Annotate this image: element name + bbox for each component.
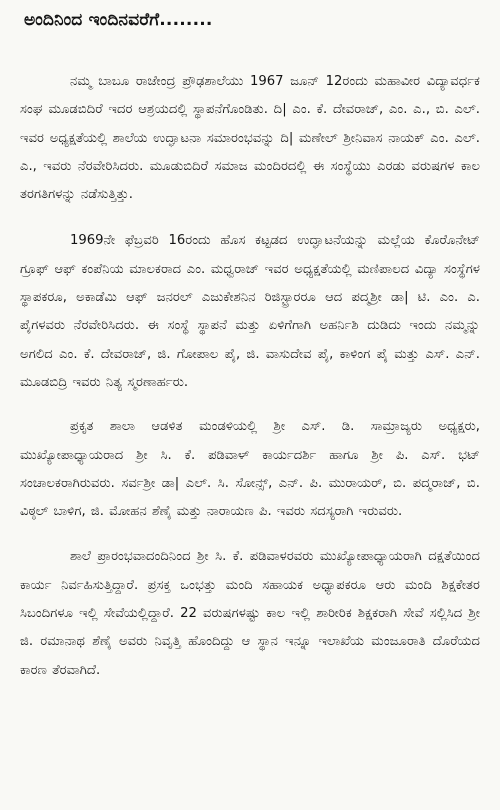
- paragraph-founding: ನಮ್ಮ ಬಾಬೂ ರಾಜೇಂದ್ರ ಪ್ರೌಢಶಾಲೆಯು 1967 ಜೂನ್ 12ರಂದು ಮಹಾವೀರ ವಿದ್ಯಾವರ್ಧಕ ಸಂಘ ಮೂಡಬಿದಿರೆ ಇದರ ಆಶ್ರಯದಲ್ಲಿ ಸ್ಥಾಪನೆಗೊಂಡಿತು. ದಿ| ಎಂ. ಕೆ. ದೇವರಾಜ್, ಎಂ. ಎ., ಬಿ. ಎಲ್. ಇವರ ಅಧ್ಯಕ್ಷತೆಯಲ್ಲಿ ಶಾಲೆಯ ಉದ್ಘಾಟನಾ ಸಮಾರಂಭವನ್ನು ದಿ| ಮಣೇಲ್ ಶ್ರೀನಿವಾಸ ನಾಯಕ್ ಎಂ. ಎಲ್. ಎ., ಇವರು ನೆರವೇರಿಸಿದರು. ಮೂಡುಬಿದಿರೆ ಸಮಾಜ ಮಂದಿರದಲ್ಲಿ ಈ ಸಂಸ್ಥೆಯು ಎರಡು ವರುಷಗಳ ಕಾಲ ತರಗತಿಗಳನ್ನು ನಡೆಸುತ್ತಿತ್ತು.: [20, 74, 480, 203]
- page-title: ಅಂದಿನಿಂದ ಇಂದಿನವರೆಗೆ........: [24, 10, 213, 30]
- paragraph-new-building: 1969ನೇ ಫೆಬ್ರವರಿ 16ರಂದು ಹೊಸ ಕಟ್ಟಡದ ಉದ್ಘಾಟನೆಯನ್ನು ಮಲ್ಲೆಯ ಕೊರೊನೇಟ್ ಗ್ರೂಫ್ ಆಫ್ ಕಂಪೆನಿಯ ಮಾಲಕರಾದ ಎಂ. ಮಧ್ವರಾಜ್ ಇವರ ಅಧ್ಯಕ್ಷತೆಯಲ್ಲಿ ಮಣಿಪಾಲದ ವಿದ್ಯಾ ಸಂಸ್ಥೆಗಳ ಸ್ಥಾಪಕರೂ, ಅಕಾಡೆಮಿ ಆಫ್ ಜನರಲ್ ಎಜುಕೇಶನಿನ ರಿಜಿಸ್ಟ್ರಾರರೂ ಆದ ಪದ್ಮಶ್ರೀ ಡಾ| ಟಿ. ಎಂ. ಎ. ಪೈಗಳವರು ನೆರವೇರಿಸಿದರು. ಈ ಸಂಸ್ಥೆ ಸ್ಥಾಪನೆ ಮತ್ತು ಏಳಿಗೆಗಾಗಿ ಅಹರ್ನಿಶಿ ದುಡಿದು ಇಂದು ನಮ್ಮನ್ನು ಅಗಲಿದ ಎಂ. ಕೆ. ದೇವರಾಜ್, ಜಿ. ಗೋಪಾಲ ಪೈ, ಜಿ. ವಾಸುದೇವ ಪೈ, ಕಾಳಿಂಗ ಪೈ ಮತ್ತು ಎಸ್. ಎನ್. ಮೂಡಬಿದ್ರಿ ಇವರು ನಿತ್ಯ ಸ್ಮರಣಾರ್ಹರು.: [20, 233, 480, 390]
- paragraph-staff: ಶಾಲೆ ಪ್ರಾರಂಭವಾದಂದಿನಿಂದ ಶ್ರೀ ಸಿ. ಕೆ. ಪಡಿವಾಳರವರು ಮುಖ್ಯೋಪಾಧ್ಯಾಯರಾಗಿ ದಕ್ಷತೆಯಿಂದ ಕಾರ್ಯ ನಿರ್ವಹಿಸುತ್ತಿದ್ದಾರೆ. ಪ್ರಸಕ್ತ ಒಂಭತ್ತು ಮಂದಿ ಸಹಾಯಕ ಅಧ್ಯಾಪಕರೂ ಆರು ಮಂದಿ ಶಿಕ್ಷಕೇತರ ಸಿಬಂದಿಗಳೂ ಇಲ್ಲಿ ಸೇವೆಯಲ್ಲಿದ್ದಾರೆ. 22 ವರುಷಗಳಷ್ಟು ಕಾಲ ಇಲ್ಲಿ ಶಾರೀರಿಕ ಶಿಕ್ಷಕರಾಗಿ ಸೇವೆ ಸಲ್ಲಿಸಿದ ಶ್ರೀ ಜಿ. ರಮಾನಾಥ ಶೆಣೈ ಅವರು ನಿವೃತ್ತಿ ಹೊಂದಿದ್ದು ಆ ಸ್ಥಾನ ಇನ್ನೂ ಇಲಾಖೆಯ ಮಂಜೂರಾತಿ ದೊರೆಯದ ಕಾರಣ ತೆರವಾಗಿದೆ.: [20, 549, 480, 678]
- paragraph-management: ಪ್ರಕೃತ ಶಾಲಾ ಆಡಳಿತ ಮಂಡಳಿಯಲ್ಲಿ ಶ್ರೀ ಎಸ್. ಡಿ. ಸಾಮ್ರಾಜ್ಯರು ಅಧ್ಯಕ್ಷರು, ಮುಖ್ಯೋಪಾಧ್ಯಾಯರಾದ ಶ್ರೀ ಸಿ. ಕೆ. ಪಡಿವಾಳ್ ಕಾರ್ಯದರ್ಶಿ ಹಾಗೂ ಶ್ರೀ ಪಿ. ಎಸ್. ಭಟ್ ಸಂಚಾಲಕರಾಗಿರುವರು. ಸರ್ವಶ್ರೀ ಡಾ| ಎಲ್. ಸಿ. ಸೋನ್ಸ್, ಎನ್. ಪಿ. ಮುರಾಯರ್, ಬಿ. ಪದ್ಮರಾಜ್, ಬಿ. ವಿಠ್ಠಲ್ ಬಾಳಿಗ, ಜಿ. ಮೋಹನ ಶೆಣೈ ಮತ್ತು ನಾರಾಯಣ ಪಿ. ಇವರು ಸದಸ್ಯರಾಗಿ ಇರುವರು.: [20, 419, 480, 520]
